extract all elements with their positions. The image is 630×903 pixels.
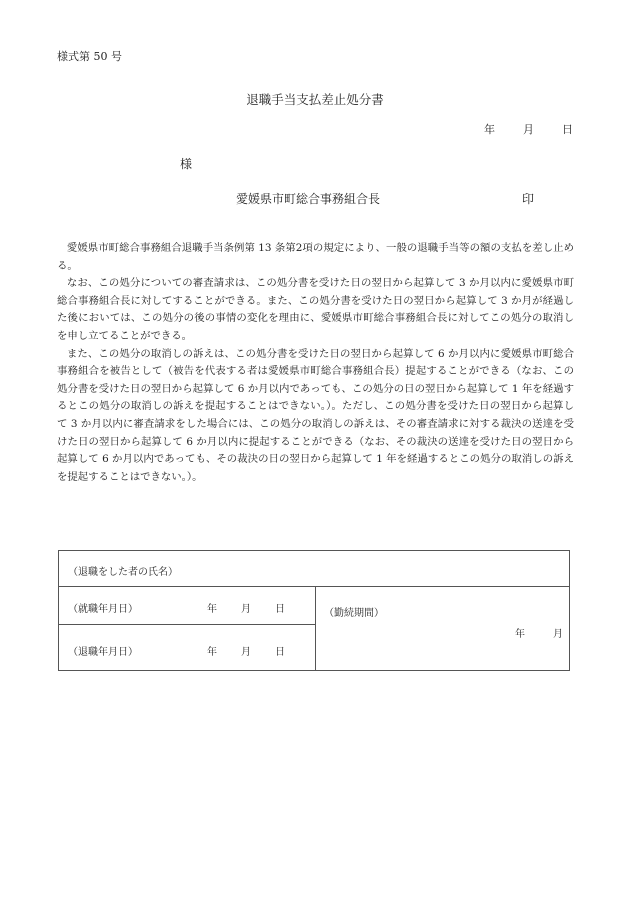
body-text xyxy=(57,240,574,486)
date-year: 年 xyxy=(484,123,495,136)
service-years: 年 xyxy=(515,629,525,640)
retiree-name-row xyxy=(59,551,569,587)
date-month: 月 xyxy=(523,123,534,136)
retirement-month: 月 xyxy=(241,647,251,658)
date-day: 日 xyxy=(562,123,573,136)
employment-date-label: （就職年月日） xyxy=(68,604,138,615)
form-number: 様式第 50 号 xyxy=(57,50,122,63)
retiree-info-table xyxy=(58,550,570,671)
service-period-cell xyxy=(316,587,569,670)
seal-mark: 印 xyxy=(522,192,535,206)
retirement-date-cell xyxy=(59,625,315,670)
retirement-year: 年 xyxy=(207,647,217,658)
service-months: 月 xyxy=(553,629,563,640)
service-period-fields xyxy=(515,625,563,640)
issuer-name: 愛媛県市町総合事務組合長 xyxy=(236,192,381,206)
date-line xyxy=(484,121,573,137)
employment-date-fields xyxy=(207,600,285,615)
retiree-name-label: （退職をした者の氏名） xyxy=(68,567,178,578)
retirement-date-label: （退職年月日） xyxy=(68,647,138,658)
service-period-label: （勤続期間） xyxy=(324,608,384,619)
paragraph-3: また、この処分の取消しの訴えは、この処分書を受けた日の翌日から起算して 6 か月以内に愛媛県市町総合事務組合を被告として（被告を代表する者は愛媛県市町総合事務組合長）提起することができる（なお、この処分書を受けた日の翌日から起算して 6 か月以内であっても、この処分の日の翌日から起算して 1 年を経過するとこの処分の取消しの訴えを提起することはできない。）。ただし、この処分書を受けた日の翌日から起算して 3 か月以内に審査請求をした場合には、この処分の取消しの訴えは、その審査請求に対する裁決の送達を受けた日の翌日から起算して 6 か月以内に提起することができる（なお、その裁決の送達を受けた日の翌日から起算して 6 か月以内であっても、その裁決の日の翌日から起算して 1 年を経過するとこの処分の取消しの訴えを提起することはできない。）。 xyxy=(57,347,574,483)
retirement-date-fields xyxy=(207,643,285,658)
paragraph-1: 愛媛県市町総合事務組合退職手当条例第 13 条第2項の規定により、一般の退職手当等の額の支払を差し止める。 xyxy=(57,242,574,272)
paragraph-2: なお、この処分についての審査請求は、この処分書を受けた日の翌日から起算して 3 か月以内に愛媛県市町総合事務組合長に対してすることができる。また、この処分書を受けた日の翌日から起算して 3 か月が経過した後においては、この処分の後の事情の変化を理由に、愛媛県市町総合事務組合長に対してこの処分の取消しを申し立てることができる。 xyxy=(57,277,574,342)
employment-year: 年 xyxy=(207,604,217,615)
employment-month: 月 xyxy=(241,604,251,615)
dates-column xyxy=(59,587,316,670)
recipient-suffix: 様 xyxy=(180,157,193,171)
document-title: 退職手当支払差止処分書 xyxy=(246,92,384,107)
retirement-day: 日 xyxy=(275,647,285,658)
employment-day: 日 xyxy=(275,604,285,615)
employment-date-cell xyxy=(59,587,315,625)
